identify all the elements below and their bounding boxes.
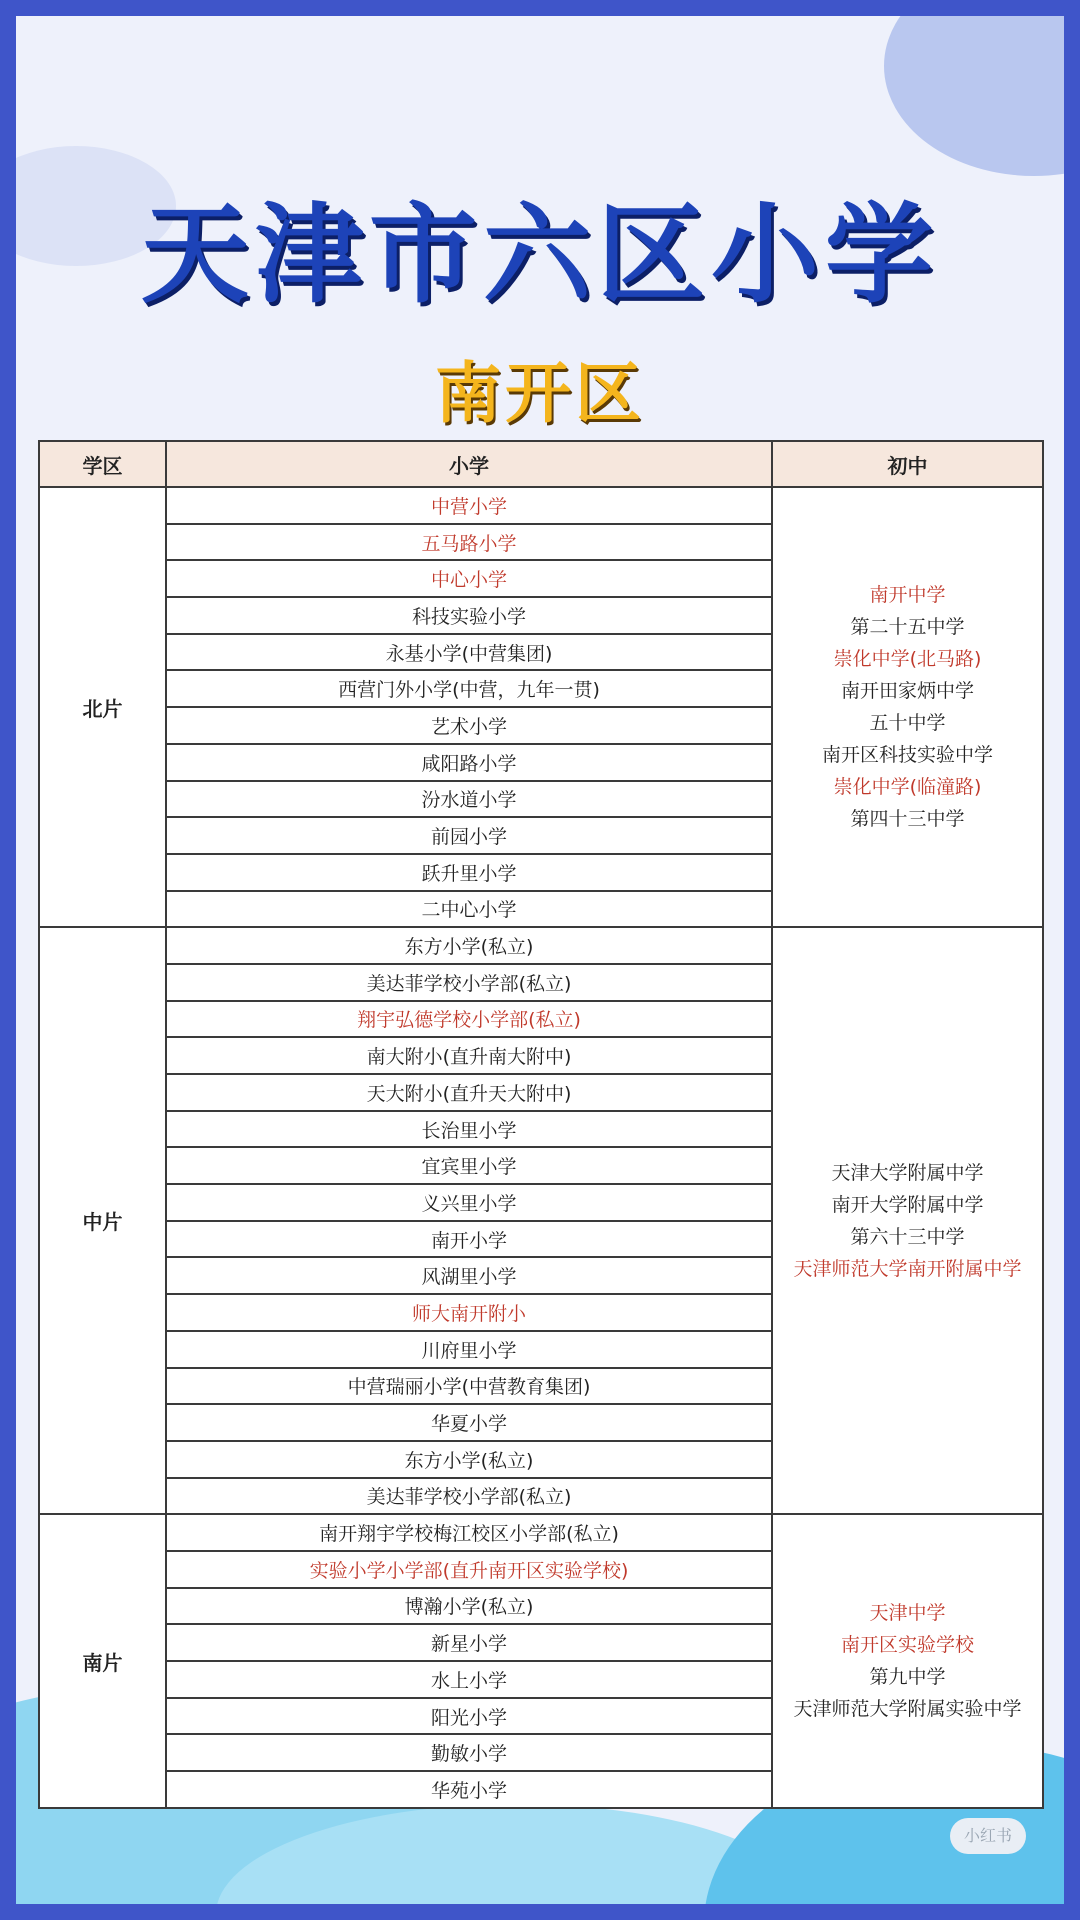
school-table [38,440,1044,1809]
primary-school-cell: 永基小学(中营集团) [166,634,772,671]
primary-school-cell: 新星小学 [166,1624,772,1661]
primary-school-cell: 东方小学(私立) [166,1441,772,1478]
primary-school-cell: 义兴里小学 [166,1184,772,1221]
middle-school-cell [772,487,1043,927]
primary-school-cell: 中营瑞丽小学(中营教育集团) [166,1368,772,1405]
middle-school-name: 天津中学 [869,1602,946,1624]
primary-school-cell: 阳光小学 [166,1698,772,1735]
middle-school-name: 南开中学 [869,584,946,607]
primary-school-cell: 美达菲学校小学部(私立) [166,964,772,1001]
header-primary: 小学 [166,441,772,487]
zone-cell: 中片 [39,927,166,1514]
middle-school-name: 崇化中学(临潼路) [833,776,982,799]
middle-school-name: 南开田家炳中学 [840,680,974,703]
primary-school-cell: 华苑小学 [166,1771,772,1808]
middle-school-name: 南开区实验学校 [840,1634,974,1656]
primary-school-cell: 风湖里小学 [166,1257,772,1294]
primary-school-cell: 跃升里小学 [166,854,772,891]
primary-school-cell: 五马路小学 [166,524,772,561]
header-zone: 学区 [39,441,166,487]
primary-school-cell: 实验小学小学部(直升南开区实验学校) [166,1551,772,1588]
district-subtitle: 南开区 [435,355,645,432]
middle-school-name: 天津师范大学附属实验中学 [793,1698,1022,1720]
xiaohongshu-logo: 小红书 [950,1818,1026,1854]
primary-school-cell: 长治里小学 [166,1111,772,1148]
primary-school-cell: 师大南开附小 [166,1294,772,1331]
primary-school-cell: 美达菲学校小学部(私立) [166,1478,772,1515]
middle-school-name: 五十中学 [869,712,946,735]
primary-school-cell: 翔宇弘德学校小学部(私立) [166,1001,772,1038]
primary-school-cell: 博瀚小学(私立) [166,1588,772,1625]
middle-school-name: 天津师范大学南开附属中学 [793,1257,1022,1280]
primary-school-cell: 勤敏小学 [166,1734,772,1771]
middle-school-name: 第九中学 [869,1666,946,1688]
decor-blob [884,16,1064,176]
middle-school-name: 南开大学附属中学 [831,1193,984,1216]
zone-cell: 南片 [39,1514,166,1808]
primary-school-cell: 二中心小学 [166,891,772,928]
primary-school-cell: 南开翔宇学校梅江校区小学部(私立) [166,1514,772,1551]
primary-school-cell: 西营门外小学(中营，九年一贯) [166,670,772,707]
table-row [39,1514,1043,1551]
table-body [39,487,1043,1808]
primary-school-cell: 宜宾里小学 [166,1147,772,1184]
primary-school-cell: 水上小学 [166,1661,772,1698]
table-row [39,487,1043,524]
middle-school-name: 南开区科技实验中学 [821,744,993,767]
table-row [39,927,1043,964]
middle-school-name: 崇化中学(北马路) [833,648,982,671]
primary-school-cell: 艺术小学 [166,707,772,744]
middle-school-name: 第六十三中学 [850,1225,965,1248]
primary-school-cell: 中营小学 [166,487,772,524]
table-header-row [39,441,1043,487]
primary-school-cell: 天大附小(直升天大附中) [166,1074,772,1111]
middle-school-cell [772,927,1043,1514]
header-middle: 初中 [772,441,1043,487]
primary-school-cell: 华夏小学 [166,1404,772,1441]
middle-school-name: 第四十三中学 [850,808,965,831]
primary-school-cell: 科技实验小学 [166,597,772,634]
primary-school-cell: 汾水道小学 [166,781,772,818]
primary-school-cell: 咸阳路小学 [166,744,772,781]
zone-cell: 北片 [39,487,166,927]
primary-school-cell: 东方小学(私立) [166,927,772,964]
primary-school-cell: 前园小学 [166,817,772,854]
middle-school-name: 天津大学附属中学 [831,1161,984,1184]
primary-school-cell: 南大附小(直升南大附中) [166,1037,772,1074]
primary-school-cell: 南开小学 [166,1221,772,1258]
page-title: 天津市六区小学 [140,193,939,318]
middle-school-name: 第二十五中学 [850,616,965,639]
primary-school-cell: 中心小学 [166,560,772,597]
school-table-wrapper [38,440,1042,1809]
middle-school-cell [772,1514,1043,1808]
primary-school-cell: 川府里小学 [166,1331,772,1368]
